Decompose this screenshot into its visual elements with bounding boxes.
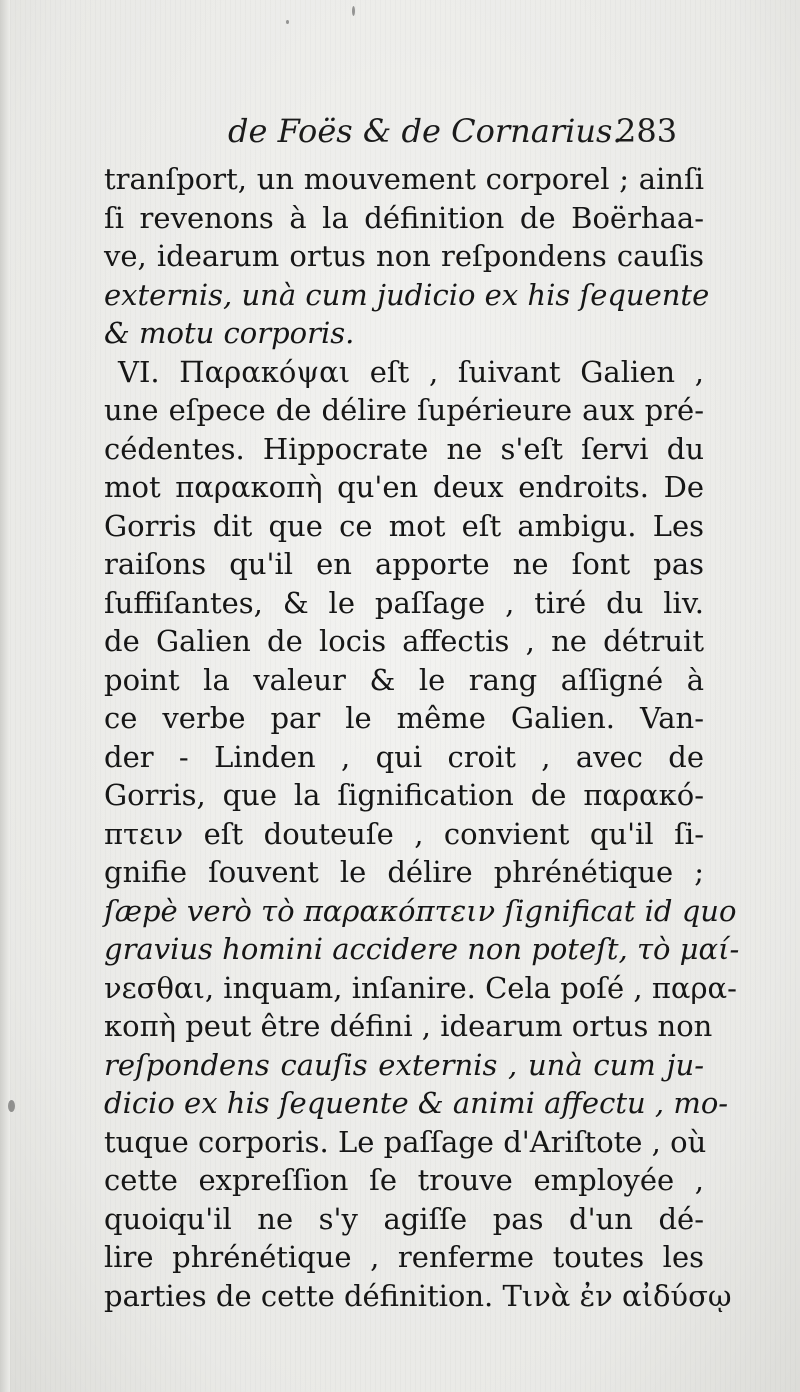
text-line: gravius homini accidere non poteſt, τὸ μαί- <box>104 932 740 966</box>
text-line: πτειν eſt douteuſe , convient qu'il ſi- <box>104 816 704 851</box>
paper-speck <box>8 1100 15 1112</box>
text-line: de Galien de locis affectis , ne détruit <box>104 624 704 658</box>
running-title: de Foës & de Cornarius. <box>228 112 623 150</box>
text-line: ce verbe par le même Galien. Van- <box>104 701 704 735</box>
body-text <box>104 160 740 1315</box>
text-line: mot παρακοπὴ qu'en deux endroits. De <box>104 470 704 504</box>
text-line: parties de cette définition. Τινὰ ἐν αἰδύσῳ <box>104 1278 732 1313</box>
text-line: tuque corporis. Le paſſage d'Ariſtote , où <box>104 1124 707 1159</box>
text-line: νεσθαι, inquam, inſanire. Cela poſé , παρα- <box>104 970 737 1005</box>
paper-speck <box>352 6 355 16</box>
text-line: ſuffiſantes, & le paſſage , tiré du liv. <box>104 585 704 620</box>
text-line: gnifie ſouvent le délire phrénétique ; <box>104 855 704 889</box>
text-line: dicio ex his ſequente & animi affectu , mo- <box>104 1086 729 1120</box>
page-header <box>0 112 800 156</box>
text-line: lire phrénétique , renferme toutes les <box>104 1240 704 1274</box>
text-line: ve, idearum ortus non reſpondens cauſis <box>104 239 704 273</box>
text-line: κοπὴ peut être défini , idearum ortus non <box>104 1009 713 1043</box>
text-line: reſpondens cauſis externis , unà cum ju- <box>104 1047 704 1082</box>
text-line: tranſport, un mouvement corporel ; ainſi <box>104 162 704 196</box>
text-line: ſi revenons à la définition de Boërhaa- <box>104 200 704 235</box>
text-line: cette expreſſion ſe trouve employée , <box>104 1163 704 1197</box>
paper-speck <box>286 20 289 24</box>
text-line: Gorris, que la ſignification de παρακό- <box>104 778 704 812</box>
text-line: ſæpè verò τὸ παρακόπτειν ſignificat id quo <box>104 893 737 928</box>
text-line: point la valeur & le rang aſſigné à <box>104 662 704 697</box>
page-number: 283 <box>616 112 678 150</box>
text-line: une eſpece de délire ſupérieure aux pré- <box>104 393 704 427</box>
text-line: der - Linden , qui croit , avec de <box>104 739 704 774</box>
page-binding-edge <box>0 0 10 1392</box>
text-line: Gorris dit que ce mot eſt ambigu. Les <box>104 508 704 543</box>
text-line: cédentes. Hippocrate ne s'eſt ſervi du <box>104 431 704 466</box>
text-line: raiſons qu'il en apporte ne ſont pas <box>104 547 704 581</box>
text-line: quoiqu'il ne s'y agiſſe pas d'un dé- <box>104 1201 704 1236</box>
text-line: VI. Παρακόψαι eſt , ſuivant Galien , <box>118 354 704 389</box>
text-line: & motu corporis. <box>104 316 355 350</box>
text-line: externis, unà cum judicio ex his ſequente <box>104 277 710 312</box>
